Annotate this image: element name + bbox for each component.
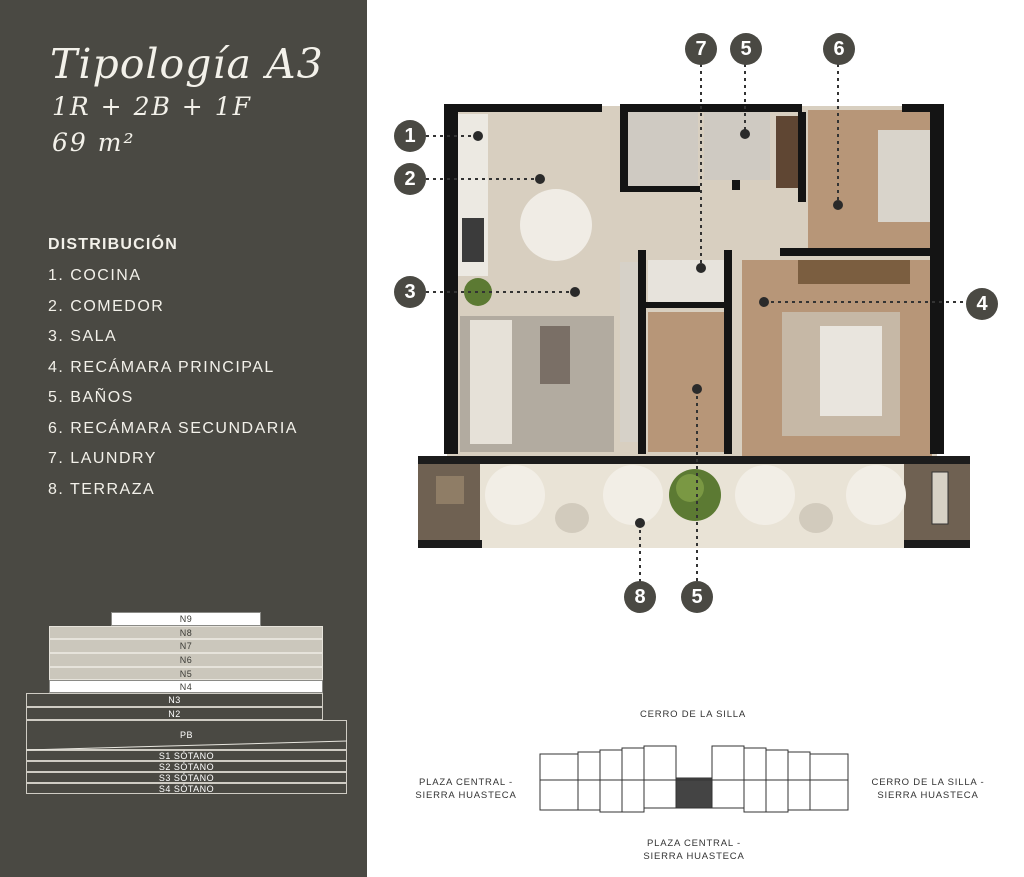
distribution-item: 8. TERRAZA [48,480,156,498]
bed-principal [820,326,882,416]
level-n2: N2 [26,707,323,720]
level-n3: N3 [26,693,323,707]
marker-comedor: 2 [394,163,426,195]
dining-table [520,189,592,261]
marker-recamara-secundaria: 6 [823,33,855,65]
orientation-top: CERRO DE LA SILLA [640,709,746,720]
distribution-item: 4. RECÁMARA PRINCIPAL [48,358,275,376]
level-n4: N4 [49,680,323,693]
level-s1: S1 SÓTANO [26,750,347,761]
orientation-bottom: PLAZA CENTRAL - SIERRA HUASTECA [643,838,745,862]
unit-configuration: 1R + 2B + 1F [52,92,252,121]
distribution-item: 5. BAÑOS [48,389,134,406]
bed-secundaria [878,130,932,222]
level-s3: S3 SÓTANO [26,772,347,783]
level-s4: S4 SÓTANO [26,783,347,794]
marker-banos: 5 [730,33,762,65]
sofa [470,320,512,444]
marker-terraza: 8 [624,581,656,613]
distribution-item: 2. COMEDOR [48,297,165,315]
orientation-left: PLAZA CENTRAL - SIERRA HUASTECA [415,777,517,801]
level-pb: PB [26,720,347,750]
distribution-item: 6. RECÁMARA SECUNDARIA [48,419,298,437]
marker-sala: 3 [394,276,426,308]
level-n8: N8 [49,626,323,639]
distribution-item: 3. SALA [48,328,118,345]
level-n9: N9 [111,612,261,626]
unit-area: 69 m² [52,128,136,157]
marker-banos-2: 5 [681,581,713,613]
location-key-plan [540,746,848,812]
level-n6: N6 [49,653,323,667]
level-s2: S2 SÓTANO [26,761,347,772]
distribution-item: 1. COCINA [48,267,142,284]
orientation-right: CERRO DE LA SILLA - SIERRA HUASTECA [871,777,985,801]
level-n7: N7 [49,639,323,653]
marker-laundry: 7 [685,33,717,65]
distribution-item: 7. LAUNDRY [48,450,157,467]
level-n5: N5 [49,667,323,680]
unit-title: Tipología A3 [50,40,324,88]
marker-recamara-principal: 4 [966,288,998,320]
distribution-heading: DISTRIBUCIÓN [48,236,178,253]
marker-cocina: 1 [394,120,426,152]
